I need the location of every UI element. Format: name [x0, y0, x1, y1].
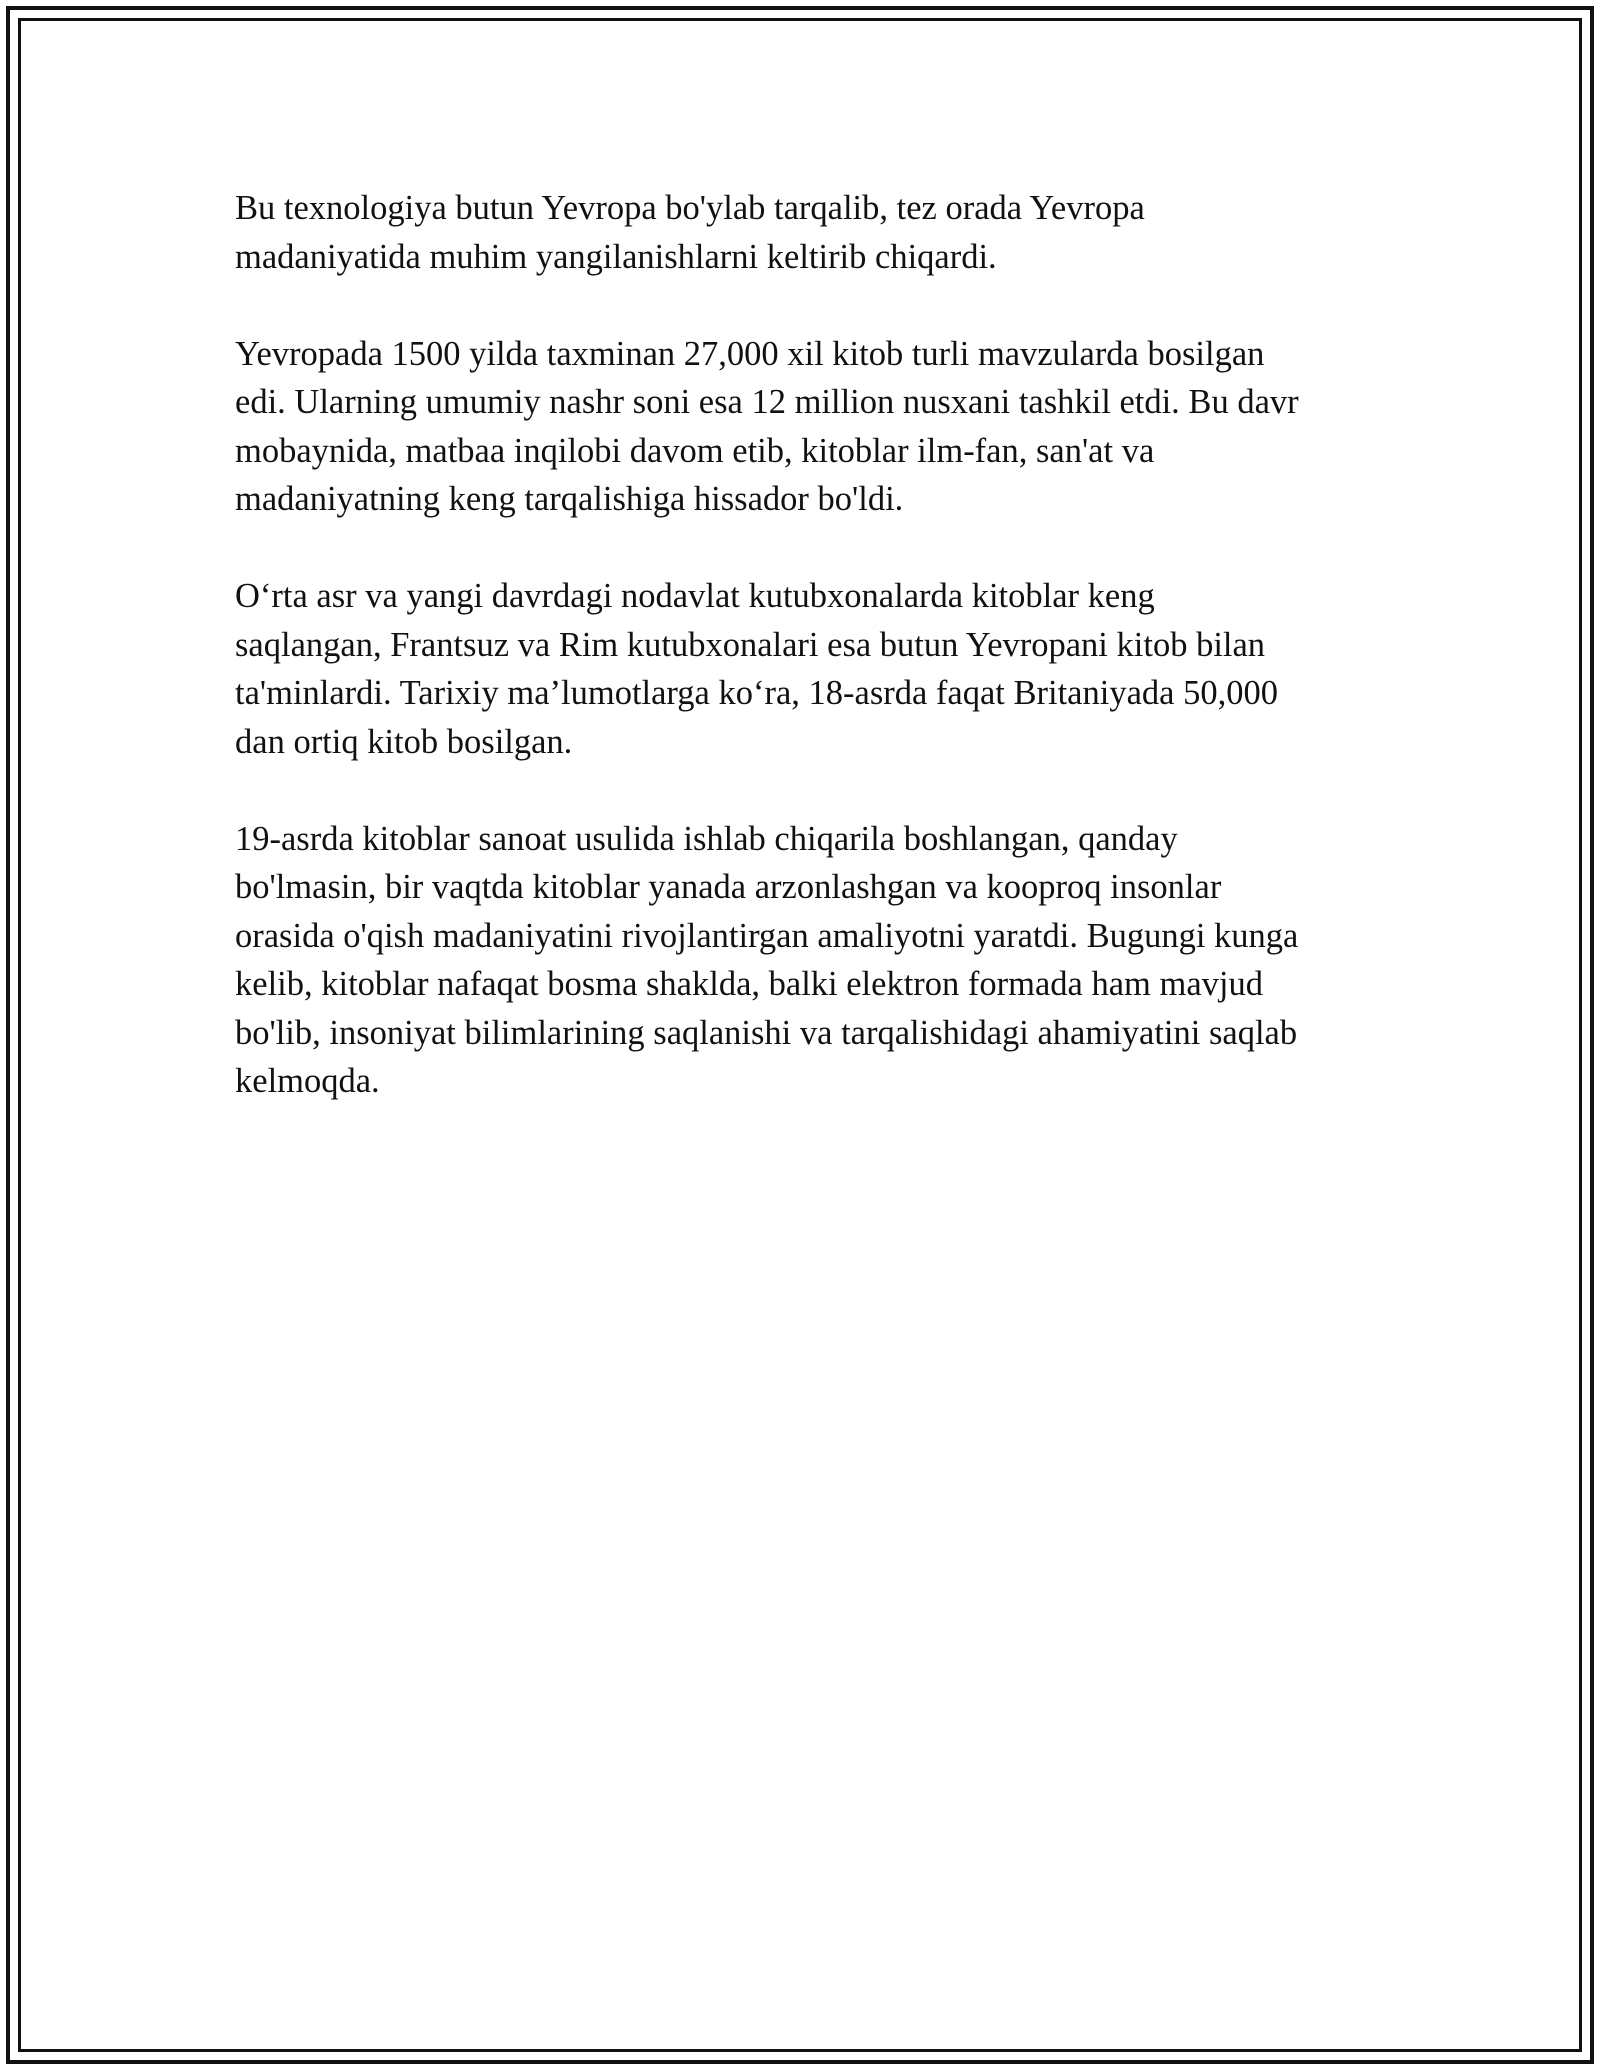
text-line: Yevropada 1500 yilda taxminan 27,000 xil kitob turli mavzularda bosilgan [235, 334, 1265, 373]
text-line: 19-asrda kitoblar sanoat usulida ishlab chiqarila boshlangan, qanday [235, 819, 1178, 858]
text-line: kelmoqda. [235, 1062, 380, 1100]
text-line: O‘rta asr va yangi davrdagi nodavlat kutubxonalarda kitoblar keng [235, 577, 1155, 615]
text-line: orasida o'qish madaniyatini rivojlantirgan amaliyotni yaratdi. Bugungi kunga [235, 916, 1299, 955]
text-line: saqlangan, Frantsuz va Rim kutubxonalari esa butun Yevropani kitob bilan [235, 625, 1266, 664]
paragraph-1 [235, 184, 1375, 281]
text-line: mobaynida, matbaa inqilobi davom etib, kitoblar ilm-fan, san'at va [235, 431, 1155, 470]
paragraph-2 [235, 330, 1375, 524]
text-line: dan ortiq kitob bosilgan. [235, 722, 573, 761]
text-line: edi. Ularning umumiy nashr soni esa 12 million nusxani tashkil etdi. Bu davr [235, 383, 1299, 421]
text-line: ta'minlardi. Tarixiy ma’lumotlarga ko‘ra, 18-asrda faqat Britaniyada 50,000 [235, 674, 1278, 712]
text-line: kelib, kitoblar nafaqat bosma shaklda, balki elektron formada ham mavjud [235, 965, 1263, 1003]
text-line: Bu texnologiya butun Yevropa bo'ylab tarqalib, tez orada Yevropa [235, 189, 1145, 227]
text-line: madaniyatning keng tarqalishiga hissador bo'ldi. [235, 480, 904, 518]
text-line: bo'lmasin, bir vaqtda kitoblar yanada arzonlashgan va kooproq insonlar [235, 868, 1222, 906]
text-line: madaniyatida muhim yangilanishlarni keltirib chiqardi. [235, 237, 997, 276]
document-body [235, 184, 1375, 1154]
paragraph-4 [235, 815, 1375, 1106]
text-line: bo'lib, insoniyat bilimlarining saqlanishi va tarqalishidagi ahamiyatini saqlab [235, 1013, 1298, 1052]
paragraph-3 [235, 572, 1375, 766]
